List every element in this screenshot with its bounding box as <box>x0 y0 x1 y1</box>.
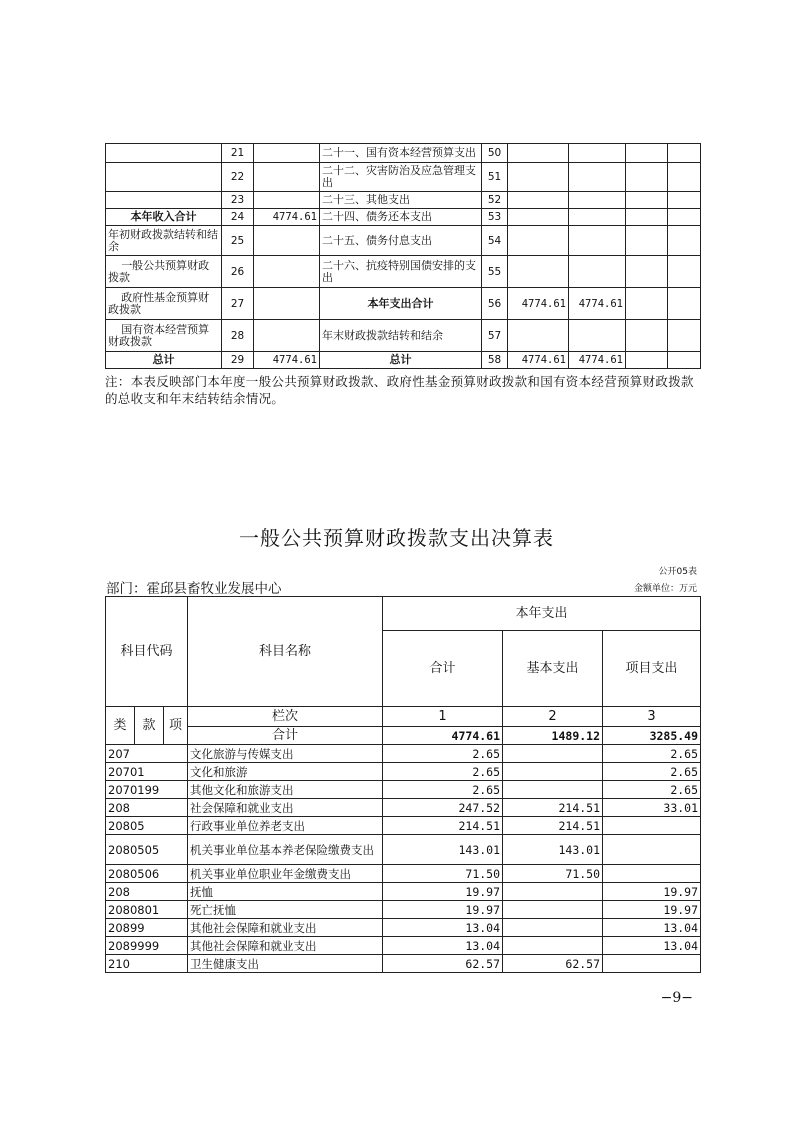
amount-col-3 <box>626 209 668 226</box>
amount-col-2: 4774.61 <box>569 288 626 320</box>
subject-code: 207 <box>106 745 188 763</box>
amount-total: 143.01 <box>383 835 503 865</box>
amount-col-2 <box>569 209 626 226</box>
left-line-no: 29 <box>222 352 254 369</box>
table-row <box>106 226 701 256</box>
left-label <box>106 163 222 192</box>
header-column-no: 栏次 <box>188 707 383 727</box>
amount-col-4 <box>668 226 701 256</box>
table-row <box>106 937 701 955</box>
subject-name: 文化旅游与传媒支出 <box>188 745 383 763</box>
form-number: 公开05表 <box>658 567 697 577</box>
amount-basic: 214.51 <box>503 817 603 835</box>
left-label: 本年收入合计 <box>106 209 222 226</box>
right-line-no: 51 <box>482 163 508 192</box>
table-row <box>106 919 701 937</box>
right-label: 二十五、债务付息支出 <box>320 226 482 256</box>
header-project: 项目支出 <box>603 631 701 707</box>
amount-basic: 62.57 <box>503 955 603 973</box>
sum-project: 3285.49 <box>603 727 701 745</box>
amount-basic <box>503 781 603 799</box>
left-amount: 4774.61 <box>254 209 320 226</box>
left-amount <box>254 163 320 192</box>
right-line-no: 58 <box>482 352 508 369</box>
right-label: 本年支出合计 <box>320 288 482 320</box>
amount-basic <box>503 883 603 901</box>
left-amount <box>254 256 320 288</box>
amount-col-2 <box>569 256 626 288</box>
amount-project: 19.97 <box>603 883 701 901</box>
left-amount <box>254 226 320 256</box>
amount-col-1 <box>508 226 569 256</box>
left-line-no: 27 <box>222 288 254 320</box>
left-line-no: 26 <box>222 256 254 288</box>
amount-col-4 <box>668 163 701 192</box>
left-label <box>106 144 222 163</box>
amount-project <box>603 835 701 865</box>
amount-col-1 <box>508 192 569 209</box>
table-row <box>106 955 701 973</box>
left-line-no: 24 <box>222 209 254 226</box>
amount-col-1 <box>508 163 569 192</box>
left-amount <box>254 192 320 209</box>
right-line-no: 50 <box>482 144 508 163</box>
table-note: 注：本表反映部门本年度一般公共预算财政拨款、政府性基金预算财政拨款和国有资本经营预算财政拨款的总收支和年末结转结余情况。 <box>105 374 694 406</box>
amount-col-3 <box>626 163 668 192</box>
amount-total: 2.65 <box>383 745 503 763</box>
amount-col-1 <box>508 256 569 288</box>
report-title: 一般公共预算财政拨款支出决算表 <box>239 526 554 550</box>
left-amount <box>254 320 320 352</box>
subject-name: 机关事业单位职业年金缴费支出 <box>188 865 383 883</box>
amount-project <box>603 865 701 883</box>
col-no-3: 3 <box>603 707 701 727</box>
right-label: 二十二、灾害防治及应急管理支出 <box>320 163 482 192</box>
amount-col-4 <box>668 256 701 288</box>
amount-project: 2.65 <box>603 763 701 781</box>
right-label: 二十一、国有资本经营预算支出 <box>320 144 482 163</box>
right-line-no: 55 <box>482 256 508 288</box>
amount-total: 13.04 <box>383 919 503 937</box>
right-line-no: 53 <box>482 209 508 226</box>
amount-basic <box>503 937 603 955</box>
amount-project: 33.01 <box>603 799 701 817</box>
header-lei: 类 <box>106 707 135 745</box>
amount-total: 214.51 <box>383 817 503 835</box>
sum-total: 4774.61 <box>383 727 503 745</box>
subject-name: 社会保障和就业支出 <box>188 799 383 817</box>
amount-col-2 <box>569 144 626 163</box>
amount-col-2 <box>569 192 626 209</box>
right-label: 二十四、债务还本支出 <box>320 209 482 226</box>
amount-basic <box>503 919 603 937</box>
left-label: 总计 <box>106 352 222 369</box>
header-xiang: 项 <box>164 707 188 745</box>
table-row <box>106 883 701 901</box>
amount-total: 2.65 <box>383 763 503 781</box>
header-subject-code: 科目代码 <box>106 597 188 707</box>
table-row <box>106 901 701 919</box>
amount-total: 2.65 <box>383 781 503 799</box>
table-row <box>106 781 701 799</box>
subject-name: 机关事业单位基本养老保险缴费支出 <box>188 835 383 865</box>
amount-col-3 <box>626 192 668 209</box>
header-this-year: 本年支出 <box>383 597 701 631</box>
subject-code: 210 <box>106 955 188 973</box>
subject-code: 2089999 <box>106 937 188 955</box>
header-basic: 基本支出 <box>503 631 603 707</box>
col-no-2: 2 <box>503 707 603 727</box>
amount-col-4 <box>668 288 701 320</box>
amount-col-3 <box>626 144 668 163</box>
amount-basic <box>503 745 603 763</box>
amount-project <box>603 817 701 835</box>
amount-col-2 <box>569 163 626 192</box>
subject-code: 208 <box>106 883 188 901</box>
header-subject-name: 科目名称 <box>188 597 383 707</box>
table-row <box>106 256 701 288</box>
left-line-no: 21 <box>222 144 254 163</box>
amount-basic: 143.01 <box>503 835 603 865</box>
amount-project: 13.04 <box>603 937 701 955</box>
amount-col-1 <box>508 144 569 163</box>
amount-col-3 <box>626 226 668 256</box>
amount-total: 19.97 <box>383 883 503 901</box>
amount-unit: 金额单位：万元 <box>633 584 697 594</box>
amount-basic: 71.50 <box>503 865 603 883</box>
amount-project <box>603 955 701 973</box>
amount-col-4 <box>668 352 701 369</box>
subject-name: 其他社会保障和就业支出 <box>188 937 383 955</box>
subject-name: 卫生健康支出 <box>188 955 383 973</box>
right-label: 总计 <box>320 352 482 369</box>
income-expense-table-continued <box>105 143 701 369</box>
amount-col-1 <box>508 320 569 352</box>
subject-name: 行政事业单位养老支出 <box>188 817 383 835</box>
right-line-no: 52 <box>482 192 508 209</box>
header-total: 合计 <box>383 631 503 707</box>
amount-basic <box>503 901 603 919</box>
amount-project: 13.04 <box>603 919 701 937</box>
amount-project: 2.65 <box>603 781 701 799</box>
left-line-no: 23 <box>222 192 254 209</box>
amount-project: 19.97 <box>603 901 701 919</box>
subject-code: 2080506 <box>106 865 188 883</box>
subject-name: 其他社会保障和就业支出 <box>188 919 383 937</box>
table-row <box>106 745 701 763</box>
left-label: 年初财政拨款结转和结余 <box>106 226 222 256</box>
left-line-no: 25 <box>222 226 254 256</box>
page-number: −9− <box>660 990 693 1006</box>
amount-total: 62.57 <box>383 955 503 973</box>
amount-col-4 <box>668 320 701 352</box>
amount-col-4 <box>668 209 701 226</box>
right-line-no: 56 <box>482 288 508 320</box>
left-line-no: 28 <box>222 320 254 352</box>
amount-col-2 <box>569 226 626 256</box>
amount-col-1: 4774.61 <box>508 352 569 369</box>
amount-col-3 <box>626 256 668 288</box>
table-row <box>106 288 701 320</box>
subject-code: 20899 <box>106 919 188 937</box>
col-no-1: 1 <box>383 707 503 727</box>
table-row <box>106 763 701 781</box>
amount-col-1: 4774.61 <box>508 288 569 320</box>
right-label: 二十三、其他支出 <box>320 192 482 209</box>
amount-basic: 214.51 <box>503 799 603 817</box>
left-line-no: 22 <box>222 163 254 192</box>
amount-col-4 <box>668 144 701 163</box>
left-amount <box>254 144 320 163</box>
amount-col-1 <box>508 209 569 226</box>
table-row <box>106 817 701 835</box>
subject-code: 2080801 <box>106 901 188 919</box>
department-label: 部门：霍邱县畜牧业发展中心 <box>106 581 282 597</box>
left-label: 政府性基金预算财政拨款 <box>106 288 222 320</box>
amount-col-4 <box>668 192 701 209</box>
table-row <box>106 865 701 883</box>
right-line-no: 54 <box>482 226 508 256</box>
expenditure-table <box>105 596 701 973</box>
right-label: 年末财政拨款结转和结余 <box>320 320 482 352</box>
subject-code: 2080505 <box>106 835 188 865</box>
amount-project: 2.65 <box>603 745 701 763</box>
left-amount <box>254 288 320 320</box>
amount-total: 71.50 <box>383 865 503 883</box>
amount-total: 19.97 <box>383 901 503 919</box>
subject-name: 其他文化和旅游支出 <box>188 781 383 799</box>
amount-basic <box>503 763 603 781</box>
subject-name: 死亡抚恤 <box>188 901 383 919</box>
amount-total: 13.04 <box>383 937 503 955</box>
subject-code: 20805 <box>106 817 188 835</box>
table-row <box>106 209 701 226</box>
table-row <box>106 144 701 163</box>
subject-code: 2070199 <box>106 781 188 799</box>
right-label: 二十六、抗疫特别国债安排的支出 <box>320 256 482 288</box>
amount-col-3 <box>626 288 668 320</box>
subject-name: 抚恤 <box>188 883 383 901</box>
amount-col-2 <box>569 320 626 352</box>
left-label <box>106 192 222 209</box>
right-line-no: 57 <box>482 320 508 352</box>
sum-label: 合计 <box>188 727 383 745</box>
table-row <box>106 192 701 209</box>
table-row <box>106 163 701 192</box>
left-label: 一般公共预算财政拨款 <box>106 256 222 288</box>
left-amount: 4774.61 <box>254 352 320 369</box>
amount-col-3 <box>626 352 668 369</box>
subject-code: 20701 <box>106 763 188 781</box>
amount-total: 247.52 <box>383 799 503 817</box>
sum-basic: 1489.12 <box>503 727 603 745</box>
subject-code: 208 <box>106 799 188 817</box>
header-kuan: 款 <box>135 707 164 745</box>
table-row <box>106 835 701 865</box>
table-row <box>106 352 701 369</box>
amount-col-3 <box>626 320 668 352</box>
table-row <box>106 320 701 352</box>
table-row <box>106 799 701 817</box>
amount-col-2: 4774.61 <box>569 352 626 369</box>
left-label: 国有资本经营预算财政拨款 <box>106 320 222 352</box>
subject-name: 文化和旅游 <box>188 763 383 781</box>
